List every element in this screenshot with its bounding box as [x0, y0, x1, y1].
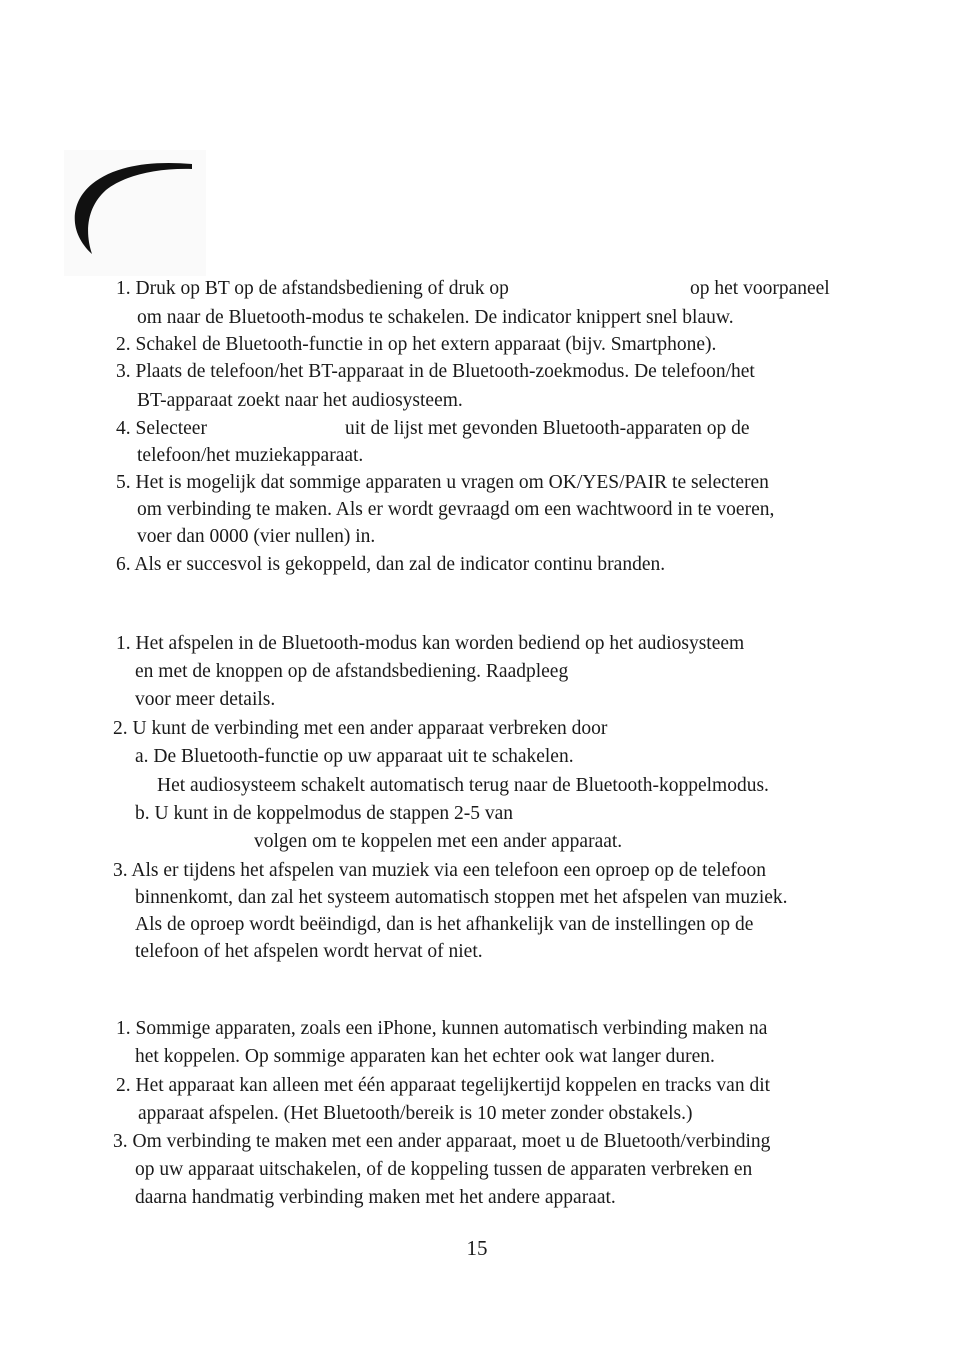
- s2-item1-line-b: en met de knoppen op de afstandsbediening. Raadpleeg: [135, 661, 569, 682]
- s3-item2-line-b: apparaat afspelen. (Het Bluetooth/bereik is 10 meter zonder obstakels.): [138, 1103, 693, 1124]
- section-arc-logo: [64, 150, 206, 276]
- s1-item1-line-a: 1. Druk op BT op de afstandsbediening of druk op: [116, 278, 509, 299]
- s2-item1-line-c: voor meer details.: [135, 689, 276, 710]
- arc-icon: [64, 150, 206, 276]
- s1-item5-line-b: om verbinding te maken. Als er wordt gevraagd om een wachtwoord in te voeren,: [137, 499, 775, 520]
- s2-item2-line-a: 2. U kunt de verbinding met een ander apparaat verbreken door: [113, 718, 608, 739]
- s3-item3-line-c: daarna handmatig verbinding maken met het andere apparaat.: [135, 1187, 616, 1208]
- page-number: 15: [466, 1236, 488, 1260]
- s2-item2-sub-a2: Het audiosysteem schakelt automatisch terug naar de Bluetooth-koppelmodus.: [157, 775, 769, 796]
- s1-item4-line-a: 4. Selecteer: [116, 418, 207, 439]
- s3-item3-line-a: 3. Om verbinding te maken met een ander apparaat, moet u de Bluetooth/verbinding: [113, 1131, 771, 1152]
- s1-item4-line-b: uit de lijst met gevonden Bluetooth-apparaten op de: [345, 418, 750, 439]
- s1-item2: 2. Schakel de Bluetooth-functie in op het extern apparaat (bijv. Smartphone).: [116, 334, 717, 355]
- s1-item5-line-a: 5. Het is mogelijk dat sommige apparaten u vragen om OK/YES/PAIR te selecteren: [116, 472, 769, 493]
- s3-item1-line-b: het koppelen. Op sommige apparaten kan het echter ook wat langer duren.: [135, 1046, 715, 1067]
- s1-item3-line-a: 3. Plaats de telefoon/het BT-apparaat in de Bluetooth-zoekmodus. De telefoon/het: [116, 361, 755, 382]
- s2-item3-line-d: telefoon of het afspelen wordt hervat of niet.: [135, 941, 483, 962]
- s2-item3-line-b: binnenkomt, dan zal het systeem automatisch stoppen met het afspelen van muziek.: [135, 887, 788, 908]
- s2-item2-sub-b2: volgen om te koppelen met een ander apparaat.: [254, 831, 623, 852]
- s2-item3-line-a: 3. Als er tijdens het afspelen van muziek via een telefoon een oproep op de telefoon: [113, 860, 767, 881]
- s2-item2-sub-b: b. U kunt in de koppelmodus de stappen 2-5 van: [135, 803, 514, 824]
- s2-item3-line-c: Als de oproep wordt beëindigd, dan is het afhankelijk van de instellingen op de: [135, 914, 754, 935]
- s1-item1-line-b: op het voorpaneel: [690, 278, 830, 299]
- s3-item2-line-a: 2. Het apparaat kan alleen met één apparaat tegelijkertijd koppelen en tracks van dit: [116, 1075, 771, 1096]
- s2-item2-sub-a: a. De Bluetooth-functie op uw apparaat uit te schakelen.: [135, 746, 574, 767]
- s1-item6: 6. Als er succesvol is gekoppeld, dan zal de indicator continu branden.: [116, 554, 666, 575]
- s1-item3-line-b: BT-apparaat zoekt naar het audiosysteem.: [137, 390, 463, 411]
- s3-item3-line-b: op uw apparaat uitschakelen, of de koppeling tussen de apparaten verbreken en: [135, 1159, 753, 1180]
- s2-item1-line-a: 1. Het afspelen in de Bluetooth-modus kan worden bediend op het audiosysteem: [116, 633, 745, 654]
- s1-item4-line-c: telefoon/het muziekapparaat.: [137, 445, 364, 466]
- s1-item1-line-c: om naar de Bluetooth-modus te schakelen. De indicator knippert snel blauw.: [137, 307, 734, 328]
- s1-item5-line-c: voer dan 0000 (vier nullen) in.: [137, 526, 376, 547]
- s3-item1-line-a: 1. Sommige apparaten, zoals een iPhone, kunnen automatisch verbinding maken na: [116, 1018, 768, 1039]
